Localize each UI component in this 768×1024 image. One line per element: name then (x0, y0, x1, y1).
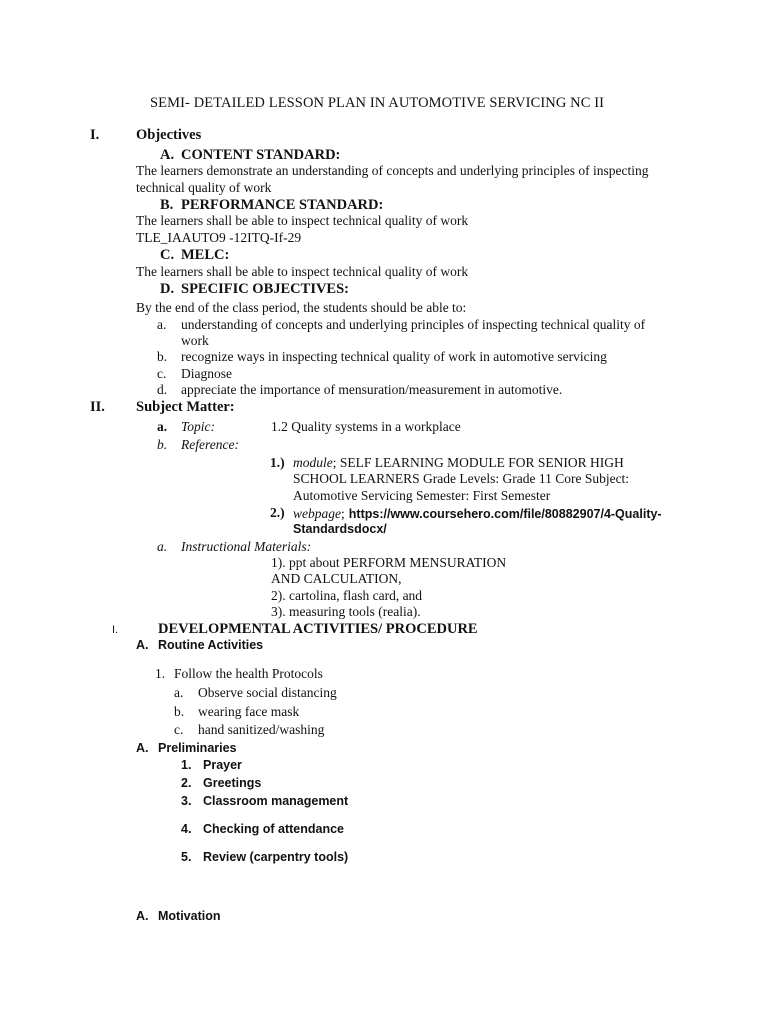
objective-item: Diagnose (181, 366, 232, 381)
routine-activities-heading: Routine Activities (158, 638, 264, 652)
health-item-letter: b. (174, 704, 185, 719)
content-standard-text-line1: The learners demonstrate an understanding of concepts and underlying principles of inspecting (136, 163, 649, 178)
reference-number: 2.) (270, 505, 285, 520)
section-heading-subject-matter: Subject Matter: (136, 399, 235, 415)
objective-item-continued: work (181, 333, 209, 348)
material-item: 2). cartolina, flash card, and (271, 588, 423, 603)
objective-letter: a. (157, 317, 167, 332)
motivation-letter: A. (136, 909, 149, 923)
reference-letter: b. (157, 437, 168, 452)
preliminary-item: Greetings (203, 776, 262, 790)
section-heading-objectives: Objectives (136, 127, 202, 143)
reference-separator: ; (341, 506, 345, 521)
reference-kind: module (293, 455, 333, 470)
health-item-letter: c. (174, 722, 184, 737)
melc-code: TLE_IAAUTO9 -12ITQ-If-29 (136, 230, 302, 245)
performance-standard-letter: B. (160, 197, 174, 213)
topic-label: Topic: (181, 419, 216, 434)
objective-item: appreciate the importance of mensuration/measurement in automotive. (181, 382, 563, 397)
section-numeral-procedure: I. (112, 624, 119, 636)
material-item: 1). ppt about PERFORM MENSURATION (271, 555, 507, 570)
topic-value: 1.2 Quality systems in a workplace (271, 419, 461, 434)
preliminary-item: Classroom management (203, 794, 349, 808)
reference-module-line1 (293, 455, 624, 471)
performance-standard-heading: PERFORMANCE STANDARD: (181, 197, 384, 213)
performance-standard-text: The learners shall be able to inspect technical quality of work (136, 213, 469, 228)
health-item: hand sanitized/washing (198, 722, 325, 737)
objective-letter: b. (157, 349, 168, 364)
health-item: Observe social distancing (198, 685, 337, 700)
instructional-materials-label: Instructional Materials: (181, 539, 312, 554)
content-standard-letter: A. (160, 147, 175, 163)
section-heading-procedure: DEVELOPMENTAL ACTIVITIES/ PROCEDURE (158, 621, 478, 637)
reference-module-title: ; SELF LEARNING MODULE FOR SENIOR HIGH (332, 455, 624, 470)
health-protocol-number: 1. (155, 666, 166, 681)
melc-heading: MELC: (181, 247, 230, 263)
preliminary-number: 5. (181, 850, 192, 864)
material-item: 3). measuring tools (realia). (271, 604, 421, 619)
specific-objectives-letter: D. (160, 281, 175, 297)
preliminary-number: 1. (181, 758, 192, 772)
preliminaries-heading: Preliminaries (158, 741, 237, 755)
instructional-materials-letter: a. (157, 539, 168, 554)
preliminary-number: 2. (181, 776, 192, 790)
preliminary-item: Checking of attendance (203, 822, 344, 836)
reference-url[interactable]: https://www.coursehero.com/file/80882907/4-Quality- (348, 507, 662, 521)
reference-url-continued[interactable]: Standardsdocx/ (293, 522, 387, 536)
content-standard-heading: CONTENT STANDARD: (181, 147, 341, 163)
melc-letter: C. (160, 247, 175, 263)
reference-webpage-line1 (293, 505, 662, 523)
objective-item: recognize ways in inspecting technical quality of work in automotive servicing (181, 349, 607, 364)
preliminaries-letter: A. (136, 741, 149, 755)
objective-letter: d. (157, 382, 168, 397)
topic-letter: a. (157, 419, 168, 434)
motivation-heading: Motivation (158, 909, 221, 923)
section-numeral-subject-matter: II. (90, 399, 105, 415)
material-item-continued: AND CALCULATION, (271, 571, 402, 586)
reference-kind: webpage (293, 506, 341, 521)
section-numeral-objectives: I. (90, 127, 100, 143)
preliminary-item: Review (carpentry tools) (203, 850, 349, 864)
preliminary-item: Prayer (203, 758, 242, 772)
preliminary-number: 3. (181, 794, 192, 808)
document-title: SEMI- DETAILED LESSON PLAN IN AUTOMOTIVE SERVICING NC II (150, 95, 605, 111)
reference-module-line3: Automotive Servicing Semester: First Semester (293, 488, 551, 503)
routine-activities-letter: A. (136, 638, 149, 652)
melc-text: The learners shall be able to inspect technical quality of work (136, 264, 469, 279)
content-standard-text-line2: technical quality of work (136, 180, 272, 195)
preliminary-number: 4. (181, 822, 192, 836)
reference-label: Reference: (181, 437, 239, 452)
reference-module-line2: SCHOOL LEARNERS Grade Levels: Grade 11 Core Subject: (293, 471, 630, 486)
specific-objectives-heading: SPECIFIC OBJECTIVES: (181, 281, 349, 297)
objective-item: understanding of concepts and underlying principles of inspecting technical quality of (181, 317, 646, 332)
health-item: wearing face mask (198, 704, 300, 719)
health-item-letter: a. (174, 685, 184, 700)
health-protocol-text: Follow the health Protocols (174, 666, 323, 681)
specific-objectives-intro: By the end of the class period, the students should be able to: (136, 300, 467, 315)
objective-letter: c. (157, 366, 167, 381)
reference-number: 1.) (270, 455, 285, 470)
